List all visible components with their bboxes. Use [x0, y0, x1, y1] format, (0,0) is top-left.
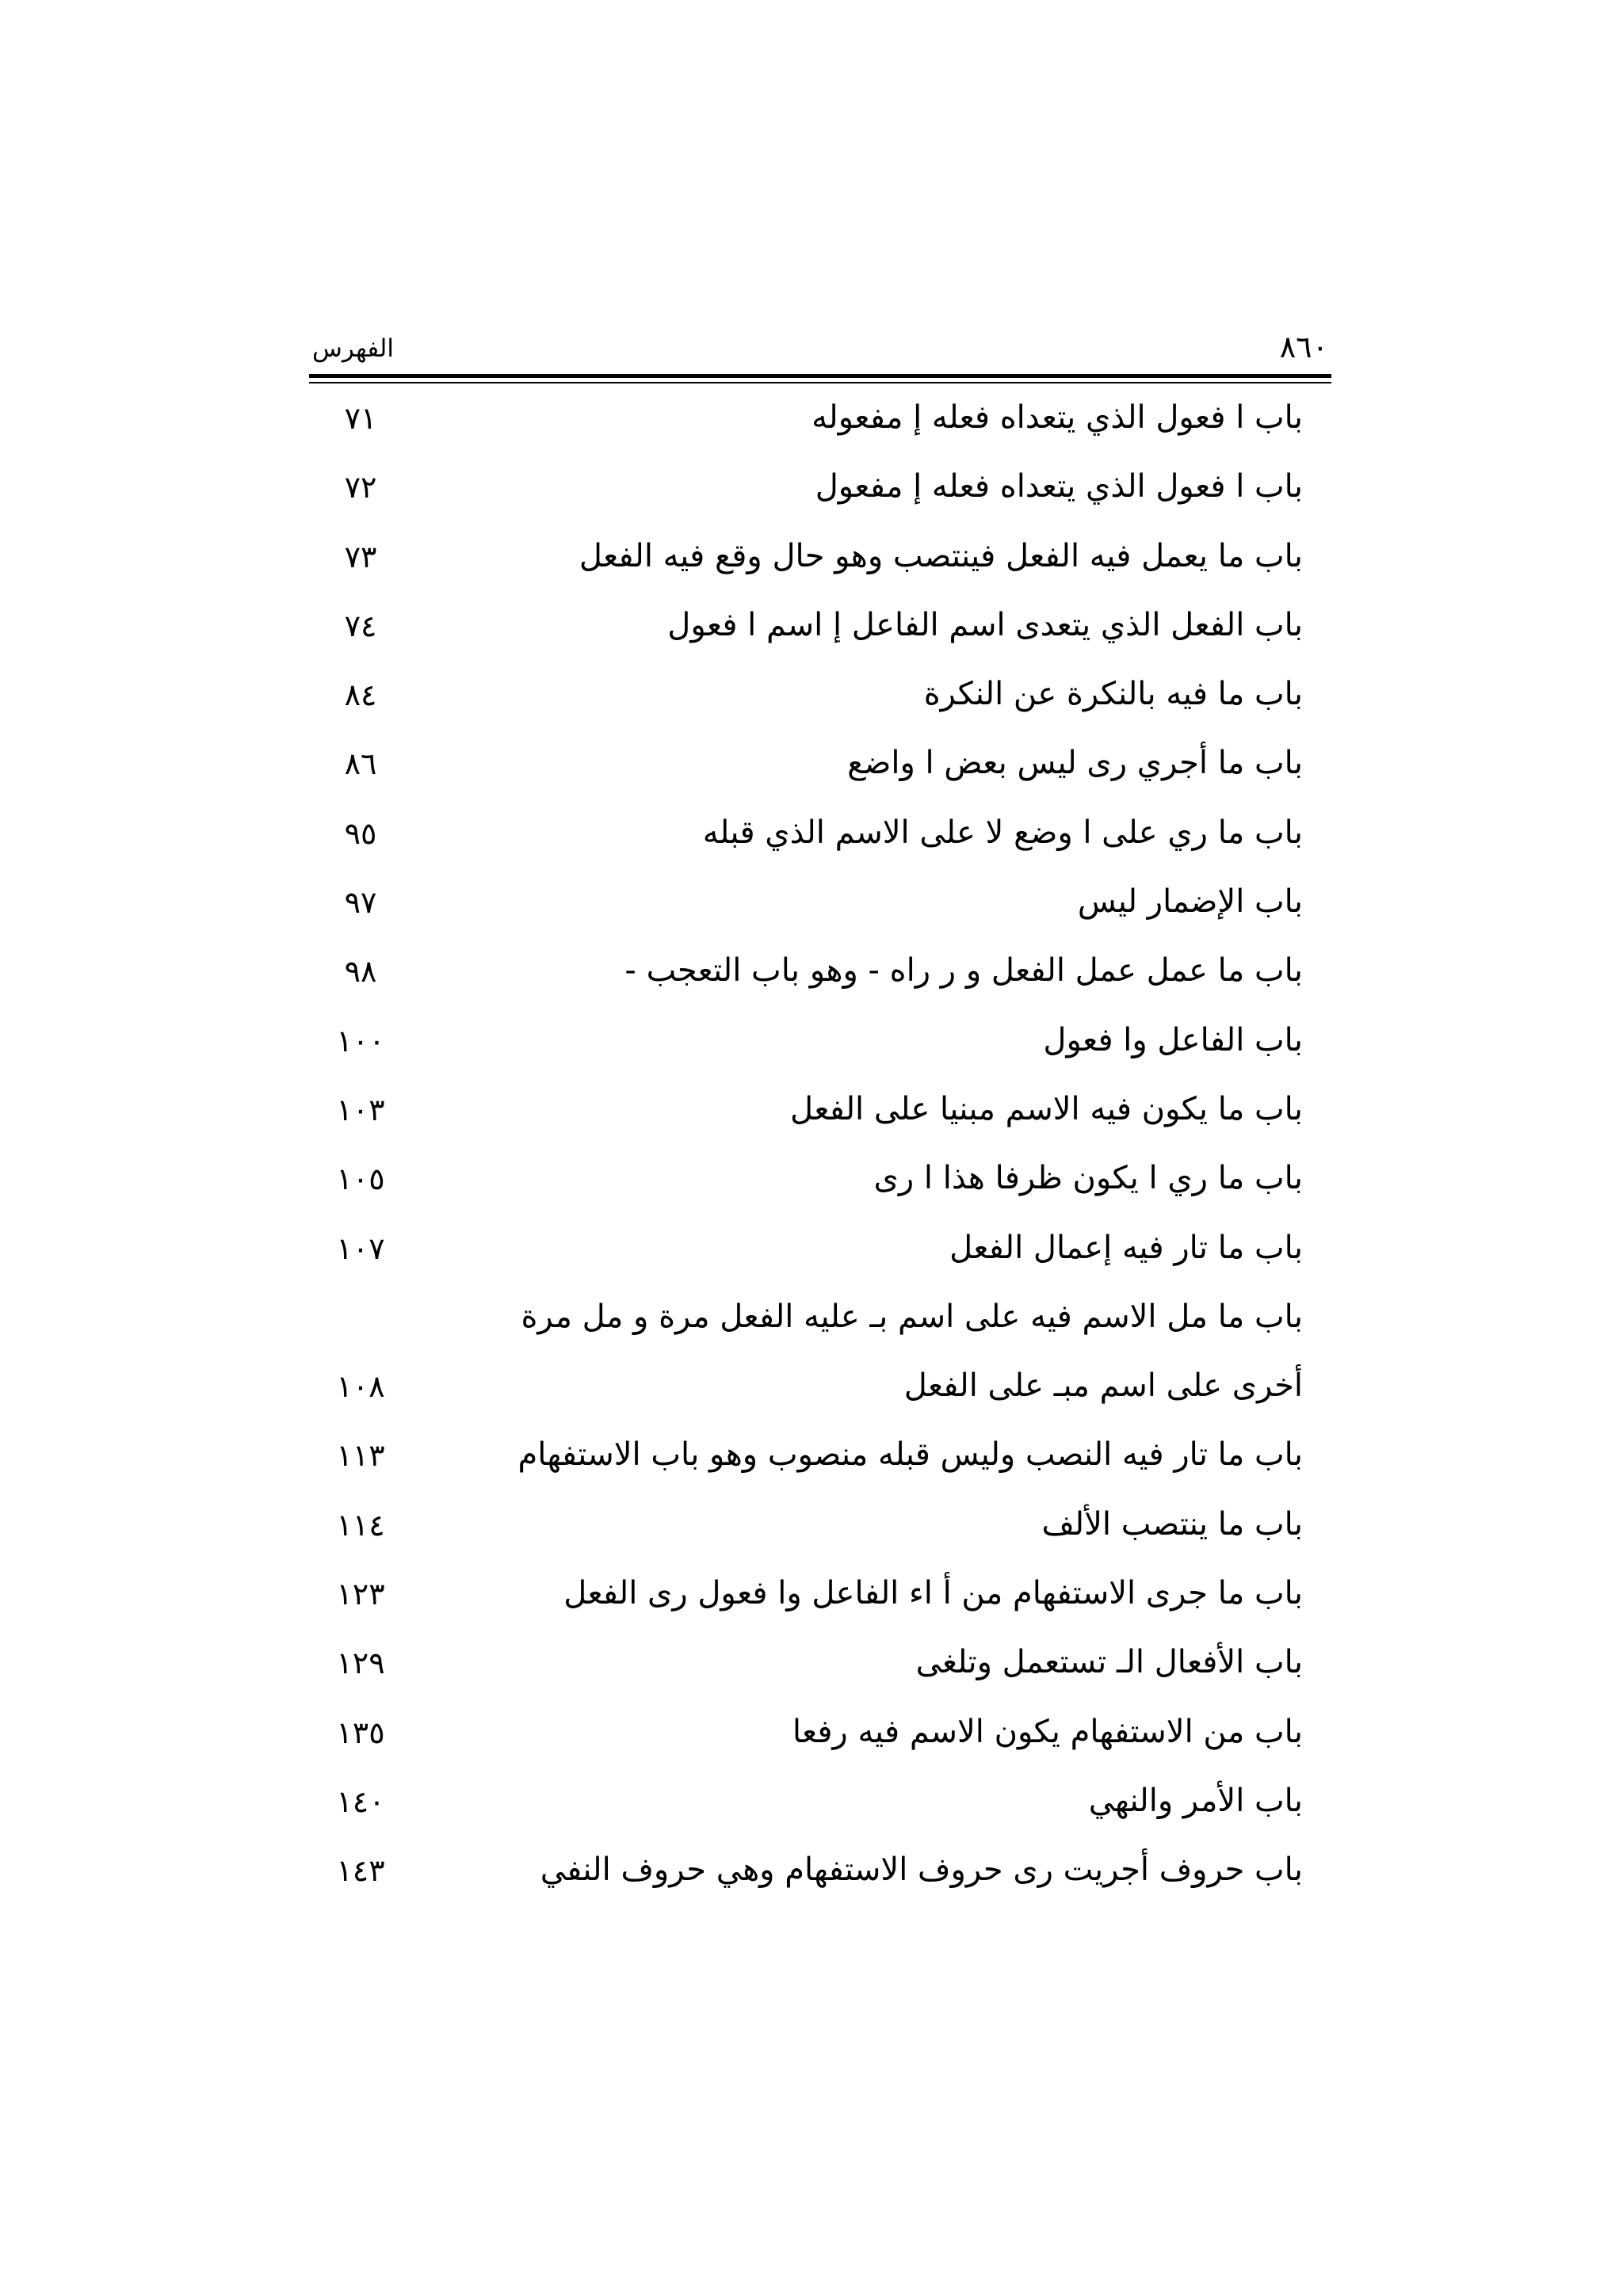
toc-entry-page: ٨٦ — [344, 746, 377, 782]
toc-row — [309, 1842, 1331, 1911]
table-of-contents — [309, 390, 1331, 1912]
toc-row — [309, 1427, 1331, 1496]
toc-entry-page: ١٠٧ — [336, 1230, 385, 1266]
header-rule-thick — [309, 374, 1331, 378]
toc-entry-title: باب الأمر والنهي — [1088, 1782, 1303, 1819]
toc-entry-page: ١١٣ — [336, 1438, 385, 1474]
toc-row — [309, 1081, 1331, 1150]
page-number: ٨٦٠ — [1279, 330, 1328, 364]
toc-entry-title: باب ا فعول الذي يتعداه فعله إ مفعوله — [812, 399, 1303, 436]
toc-entry-page: ٩٧ — [344, 885, 377, 921]
toc-entry-page: ٨٤ — [344, 677, 377, 713]
toc-entry-page: ٧٤ — [344, 608, 377, 643]
running-header-title: الفهرس — [312, 334, 394, 363]
toc-entry-title: باب ما يعمل فيه الفعل فينتصب وهو حال وقع فيه الفعل — [579, 537, 1303, 574]
toc-entry-page: ١٠٣ — [336, 1092, 385, 1127]
header-rule-thin — [309, 382, 1331, 383]
toc-entry-page: ٧١ — [344, 401, 377, 436]
toc-entry-title: باب ما تار فيه إعمال الفعل — [949, 1229, 1303, 1266]
toc-row — [309, 805, 1331, 874]
toc-row — [309, 597, 1331, 666]
toc-entry-page: ٧٢ — [344, 470, 377, 505]
toc-row — [309, 735, 1331, 804]
toc-row — [309, 1566, 1331, 1634]
toc-row — [309, 1773, 1331, 1842]
toc-entry-title: باب الإضمار ليس — [1077, 883, 1303, 921]
toc-entry-page: ١٣٥ — [336, 1714, 385, 1750]
toc-row — [309, 1358, 1331, 1427]
toc-entry-title: باب من الاستفهام يكون الاسم فيه رفعا — [792, 1713, 1303, 1750]
toc-entry-title: باب ما مل الاسم فيه على اسم بـ عليه الفعل مرة و مل مرة — [521, 1298, 1303, 1335]
toc-entry-title: باب ا فعول الذي يتعداه فعله إ مفعول — [815, 468, 1303, 505]
toc-entry-page: ١٠٨ — [336, 1369, 385, 1405]
toc-row — [309, 943, 1331, 1012]
toc-entry-page: ٧٣ — [344, 539, 377, 574]
toc-row — [309, 1497, 1331, 1566]
toc-row — [309, 874, 1331, 943]
toc-row — [309, 1289, 1331, 1358]
toc-entry-page: ١٠٥ — [336, 1161, 385, 1197]
toc-entry-title: باب الفعل الذي يتعدى اسم الفاعل إ اسم ا فعول — [667, 606, 1303, 643]
toc-entry-title: باب ما ري ا يكون ظرفا هذا ا رى — [873, 1160, 1303, 1197]
toc-entry-title: باب ما جرى الاستفهام من أ اء الفاعل وا فعول رى الفعل — [563, 1575, 1303, 1612]
toc-entry-title: باب ما فيه بالنكرة عن النكرة — [923, 676, 1303, 713]
toc-entry-page: ١١٤ — [336, 1507, 385, 1543]
toc-entry-title: أخرى على اسم مبـ على الفعل — [903, 1367, 1303, 1405]
toc-entry-page: ١٠٠ — [336, 1023, 385, 1058]
toc-row — [309, 666, 1331, 735]
toc-entry-title: باب ما يكون فيه الاسم مبنيا على الفعل — [790, 1090, 1303, 1127]
toc-row — [309, 1634, 1331, 1703]
toc-row — [309, 1013, 1331, 1081]
toc-row — [309, 528, 1331, 597]
toc-row — [309, 459, 1331, 528]
toc-row — [309, 1220, 1331, 1289]
toc-entry-title: باب ما ينتصب الألف — [1041, 1505, 1303, 1543]
toc-entry-page: ١٤٠ — [336, 1783, 385, 1819]
toc-entry-title: باب ما تار فيه النصب وليس قبله منصوب وهو باب الاستفهام — [517, 1436, 1303, 1474]
toc-entry-title: باب ما أجري رى ليس بعض ا واضع — [847, 745, 1303, 782]
toc-row — [309, 1150, 1331, 1219]
toc-entry-page: ١٤٣ — [336, 1853, 385, 1889]
toc-entry-page: ١٢٩ — [336, 1646, 385, 1681]
toc-entry-title: باب الفاعل وا فعول — [1043, 1021, 1303, 1058]
toc-entry-page: ١٢٣ — [336, 1577, 385, 1612]
page-header — [309, 326, 1331, 374]
toc-entry-title: باب حروف أجريت رى حروف الاستفهام وهي حروف النفي — [540, 1852, 1303, 1889]
toc-entry-title: باب الأفعال الـ تستعمل وتلغى — [915, 1644, 1303, 1681]
toc-entry-page: ٩٨ — [344, 954, 377, 990]
toc-row — [309, 1704, 1331, 1773]
toc-entry-title: باب ما عمل عمل الفعل و ر راه - وهو باب التعجب - — [624, 952, 1303, 990]
toc-row — [309, 390, 1331, 459]
toc-entry-title: باب ما ري على ا وضع لا على الاسم الذي قبله — [702, 814, 1303, 851]
toc-entry-page: ٩٥ — [344, 815, 377, 851]
